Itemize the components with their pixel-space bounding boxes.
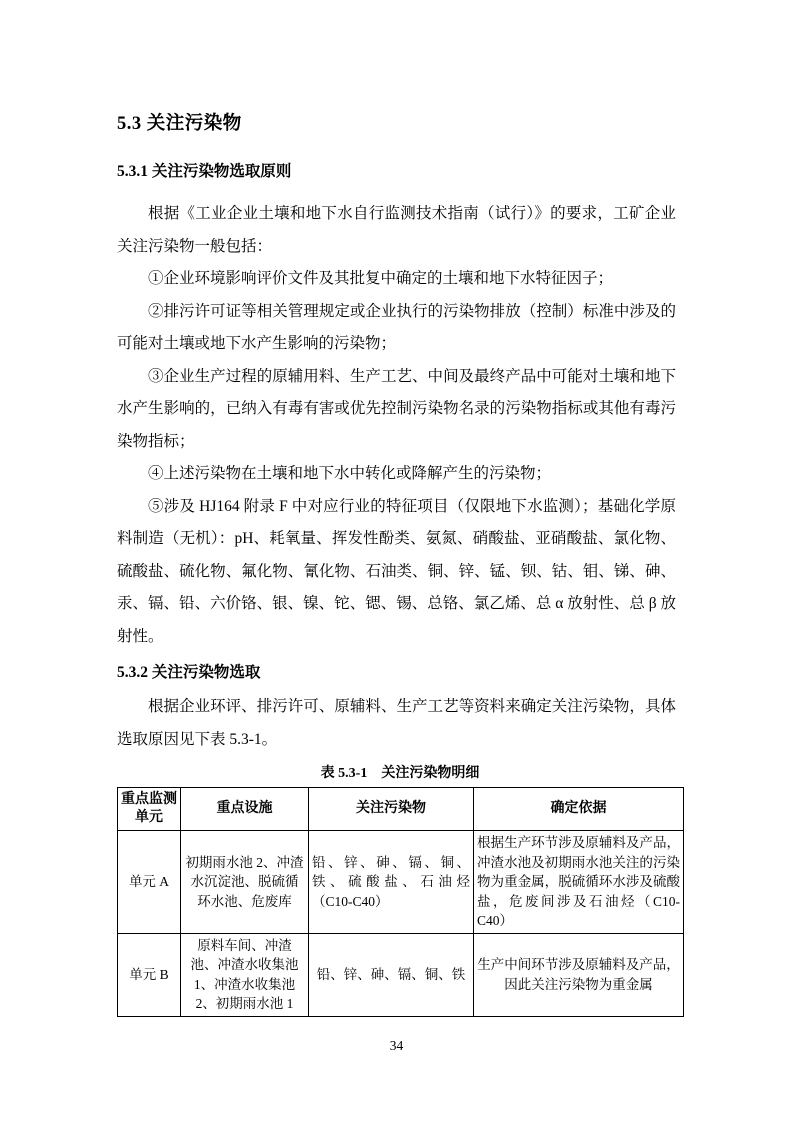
subsection-heading-5-3-2: 5.3.2 关注污染物选取 [117,664,261,682]
paragraph-item-3: ③企业生产过程的原辅用料、生产工艺、中间及最终产品中可能对土壤和地下水产生影响的，已纳入有毒有害或优先控制污染物名录的污染物指标或其他有毒污染物指标； [117,367,676,450]
pollutants-cell: 铅、锌、砷、镉、铜、铁 [309,933,474,1016]
paragraph-item-1: ①企业环境影响评价文件及其批复中确定的土壤和地下水特征因子； [148,270,614,288]
selection-text-block [117,691,676,756]
basis-cell: 生产中间环节涉及原辅料及产品，因此关注污染物为重金属 [474,933,684,1016]
table-row [118,933,684,1016]
subsection-heading-5-3-1: 5.3.1 关注污染物选取原则 [117,163,292,181]
paragraph-item-5: ⑤涉及 HJ164 附录 F 中对应行业的特征项目（仅限地下水监测）；基础化学原料制造（无机）：pH、耗氧量、挥发性酚类、氨氮、硝酸盐、亚硝酸盐、氯化物、硫酸盐、硫化物、氟化物、氰化物、石油类、铜、锌、锰、钡、钴、钼、锑、砷、汞、镉、铅、六价铬、银、镍、铊、锶、锡、总铬、氯乙烯、总 α 放射性、总 β 放射性。 [117,497,676,645]
basis-cell: 根据生产环节涉及原辅料及产品，冲渣水池及初期雨水池关注的污染物为重金属，脱硫循环水涉及硫酸盐，危废间涉及石油烃（C10-C40） [474,831,684,934]
header-determination-basis: 确定依据 [474,788,684,831]
unit-cell: 单元 B [118,933,181,1016]
paragraph-item-2: ②排污许可证等相关管理规定或企业执行的污染物排放（控制）标准中涉及的可能对土壤或地下水产生影响的污染物； [117,302,676,353]
header-monitoring-unit: 重点监测单元 [118,788,181,831]
principles-text-block [117,198,676,653]
paragraph-selection-intro: 根据企业环评、排污许可、原辅料、生产工艺等资料来确定关注污染物，具体选取原因见下表 5.3-1。 [117,698,676,748]
header-pollutants-of-concern: 关注污染物 [309,788,474,831]
pollutants-table [117,787,684,1017]
header-key-facilities: 重点设施 [181,788,309,831]
unit-cell: 单元 A [118,831,181,934]
pollutants-cell: 铅、锌、砷、镉、铜、铁、硫酸盐、石油烃（C10-C40） [309,831,474,934]
page-content [117,112,683,1017]
paragraph-item-4: ④上述污染物在土壤和地下水中转化或降解产生的污染物； [148,465,552,483]
facilities-cell: 原料车间、冲渣池、冲渣水收集池 1、冲渣水收集池 2、初期雨水池 1 [181,933,309,1016]
section-heading-5-3: 5.3 关注污染物 [117,114,242,134]
table-caption: 表 5.3-1 关注污染物明细 [320,766,480,782]
facilities-cell: 初期雨水池 2、冲渣水沉淀池、脱硫循环水池、危废库 [181,831,309,934]
page-number: 34 [389,1038,404,1053]
table-header-row [118,788,684,831]
table-row [118,831,684,934]
paragraph-intro: 根据《工业企业土壤和地下水自行监测技术指南（试行）》的要求，工矿企业关注污染物一般包括： [117,205,676,255]
